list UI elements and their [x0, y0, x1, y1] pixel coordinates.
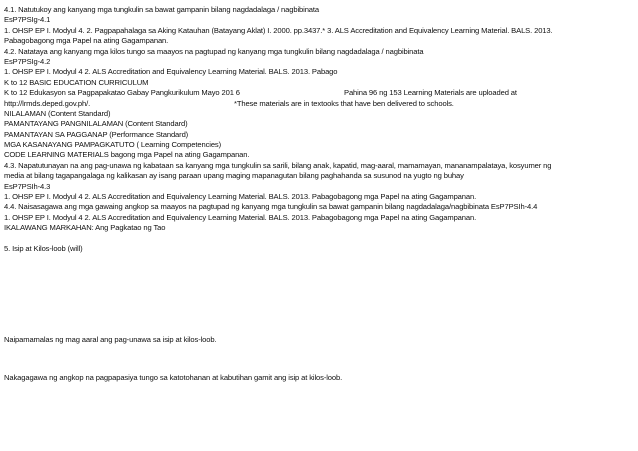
performance-standard-text: Nakagagawa ng angkop na pagpapasiya tungo sa katotohanan at kabutihan gamit ang isip at kilos-loob. [4, 373, 343, 382]
text-line: EsP7PSIg-4.1 [4, 15, 51, 25]
text-line: 4.1. Natutukoy ang kanyang mga tungkulin sa bawat gampanin bilang nagdadalaga / nagbibinata [4, 5, 320, 14]
text-line: IKALAWANG MARKAHAN: Ang Pagkatao ng Tao [4, 223, 166, 233]
split-line-left: K to 12 Edukasyon sa Pagpapakatao Gabay Pangkurikulum Mayo 201 6 [4, 88, 240, 98]
split-line [4, 99, 634, 109]
blank-line [4, 234, 634, 244]
split-line-left: http://lrmds.deped.gov.ph/. [4, 98, 91, 108]
split-line-right: Pahina 96 ng 153 Learning Materials are uploaded at [344, 88, 517, 98]
text-line: 1. OHSP EP I. Modyul 4 2. ALS Accreditation and Equivalency Learning Material. BALS. 2013. Pabagobagong mga Papel na ating Gagampanan. [4, 192, 477, 202]
text-line: PAMANTAYANG PANGNILALAMAN (Content Standard) [4, 119, 188, 129]
text-line: 1. OHSP EP I. Modyul 4 2. ALS Accreditation and Equivalency Learning Material. BALS. 2013. Pabagobagong mga Papel na ating Gagampanan. [4, 212, 477, 222]
section-heading: 5. Isip at Kilos-loob (will) [4, 243, 83, 253]
text-line: NILALAMAN (Content Standard) [4, 108, 111, 118]
text-line: CODE LEARNING MATERIALS bagong mga Papel na ating Gagampanan. [4, 150, 250, 160]
text-line: EsP7PSIg-4.2 [4, 56, 51, 66]
text-line: 4.2. Natataya ang kanyang mga kilos tungo sa maayos na pagtupad ng kanyang mga tungkulin bilang nagdadalaga / nagbibinata [4, 46, 424, 56]
text-line: media at bilang tagapangalaga ng kalikasan ay isang paraan upang maging mapanagutan bilang paghahanda sa susunod na yugto ng buhay [4, 171, 464, 181]
text-line: Pabagobagong mga Papel na ating Gagampanan. [4, 36, 169, 46]
text-line: 1. OHSP EP I. Modyul 4 2. ALS Accreditation and Equivalency Learning Material. BALS. 2013. Pabago [4, 67, 338, 77]
text-line: K to 12 BASIC EDUCATION CURRICULUM [4, 77, 149, 87]
text-line: 4.4. Naisasagawa ang mga gawaing angkop sa maayos na pagtupad ng kanyang mga tungkulin sa bawat gampanin bilang nagdadalaga/nagbibinata EsP7PSIh-4.4 [4, 202, 538, 212]
text-line: MGA KASANAYANG PAMPAGKATUTO ( Learning Competencies) [4, 140, 222, 150]
text-line: 1. OHSP EP I. Modyul 4. 2. Pagpapahalaga sa Aking Katauhan (Batayang Aklat) I. 2000. pp.3437.* 3. ALS Accreditation and Equivalency Learning Material. BALS. 2013. [4, 25, 553, 35]
document-body [4, 5, 634, 254]
text-line: 4.3. Napatutunayan na ang pag-unawa ng kabataan sa kanyang mga tungkulin sa sarili, bilang anak, kapatid, mag-aaral, mamamayan, mananampalataya, kosyumer ng [4, 160, 552, 170]
text-line: EsP7PSIh-4.3 [4, 181, 51, 191]
content-standard-text: Naipamamalas ng mag aaral ang pag-unawa sa isip at kilos-loob. [4, 335, 217, 344]
split-line-right: *These materials are in textooks that have ben delivered to schools. [234, 98, 454, 108]
split-line [4, 88, 634, 98]
text-line: PAMANTAYAN SA PAGGANAP (Performance Standard) [4, 129, 189, 139]
